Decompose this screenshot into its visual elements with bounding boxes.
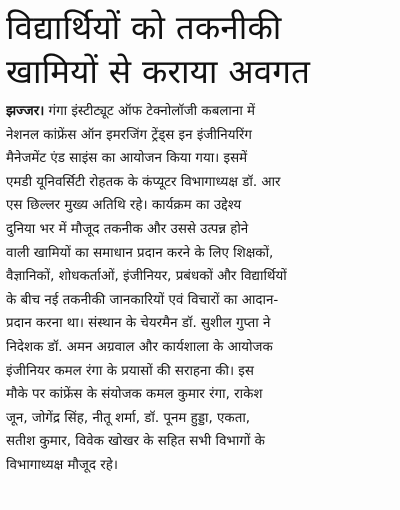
body-line-2: नेशनल कांफ्रेंस ऑन इमरजिंग ट्रेंड्स इन इंजीनियरिंग — [6, 127, 252, 143]
body-line-7: वाली खामियों का समाधान प्रदान करने के लिए शिक्षकों, — [6, 245, 274, 261]
body-line-8: वैज्ञानिकों, शोधकर्ताओं, इंजीनियर, प्रबंधकों और विद्यार्थियों — [6, 269, 287, 285]
body-line-9: के बीच नई तकनीकी जानकारियों एवं विचारों का आदान- — [6, 292, 279, 308]
body-line-4: एमडी यूनिवर्सिटी रोहतक के कंप्यूटर विभागाध्यक्ष डॉ. आर — [6, 174, 281, 190]
body-line-12: इंजीनियर कमल रंगा के प्रयासों की सराहना की। इस — [6, 363, 254, 379]
body-line-14: जून, जोगेंद्र सिंह, नीतू शर्मा, डॉ. पूनम हुड्डा, एकता, — [6, 410, 251, 426]
body-line-16: विभागाध्यक्ष मौजूद रहे। — [6, 457, 118, 473]
body-line-1 — [6, 100, 395, 124]
body-line-11: निदेशक डॉ. अमन अग्रवाल और कार्यशाला के आयोजक — [6, 339, 273, 355]
dateline-mark: । — [39, 104, 45, 119]
dateline: झज्जर — [6, 104, 40, 119]
body-line-6: दुनिया भर में मौजूद तकनीक और उससे उत्पन्न होने — [6, 221, 249, 237]
article-headline — [0, 0, 400, 94]
body-line-10: प्रदान करना था। संस्थान के चेयरमैन डॉ. सुशील गुप्ता ने — [6, 316, 271, 332]
body-line-1-text: गंगा इंस्टीट्यूट ऑफ टेक्नोलॉजी कबलाना में — [44, 104, 256, 119]
body-line-13: मौके पर कांफ्रेंस के संयोजक कमल कुमार रंगा, राकेश — [6, 387, 263, 403]
body-line-3: मैनेजमेंट एंड साइंस का आयोजन किया गया। इसमें — [6, 151, 248, 167]
body-line-5: एस छिल्लर मुख्य अतिथि रहे। कार्यक्रम का उद्देश्य — [6, 198, 242, 214]
headline-line-2: खामियों से कराया अवगत — [6, 52, 311, 91]
headline-line-1: विद्यार्थियों को तकनीकी — [6, 8, 282, 47]
article-body — [0, 100, 400, 478]
body-line-15: सतीश कुमार, विवेक खोखर के सहित सभी विभागों के — [6, 434, 265, 450]
